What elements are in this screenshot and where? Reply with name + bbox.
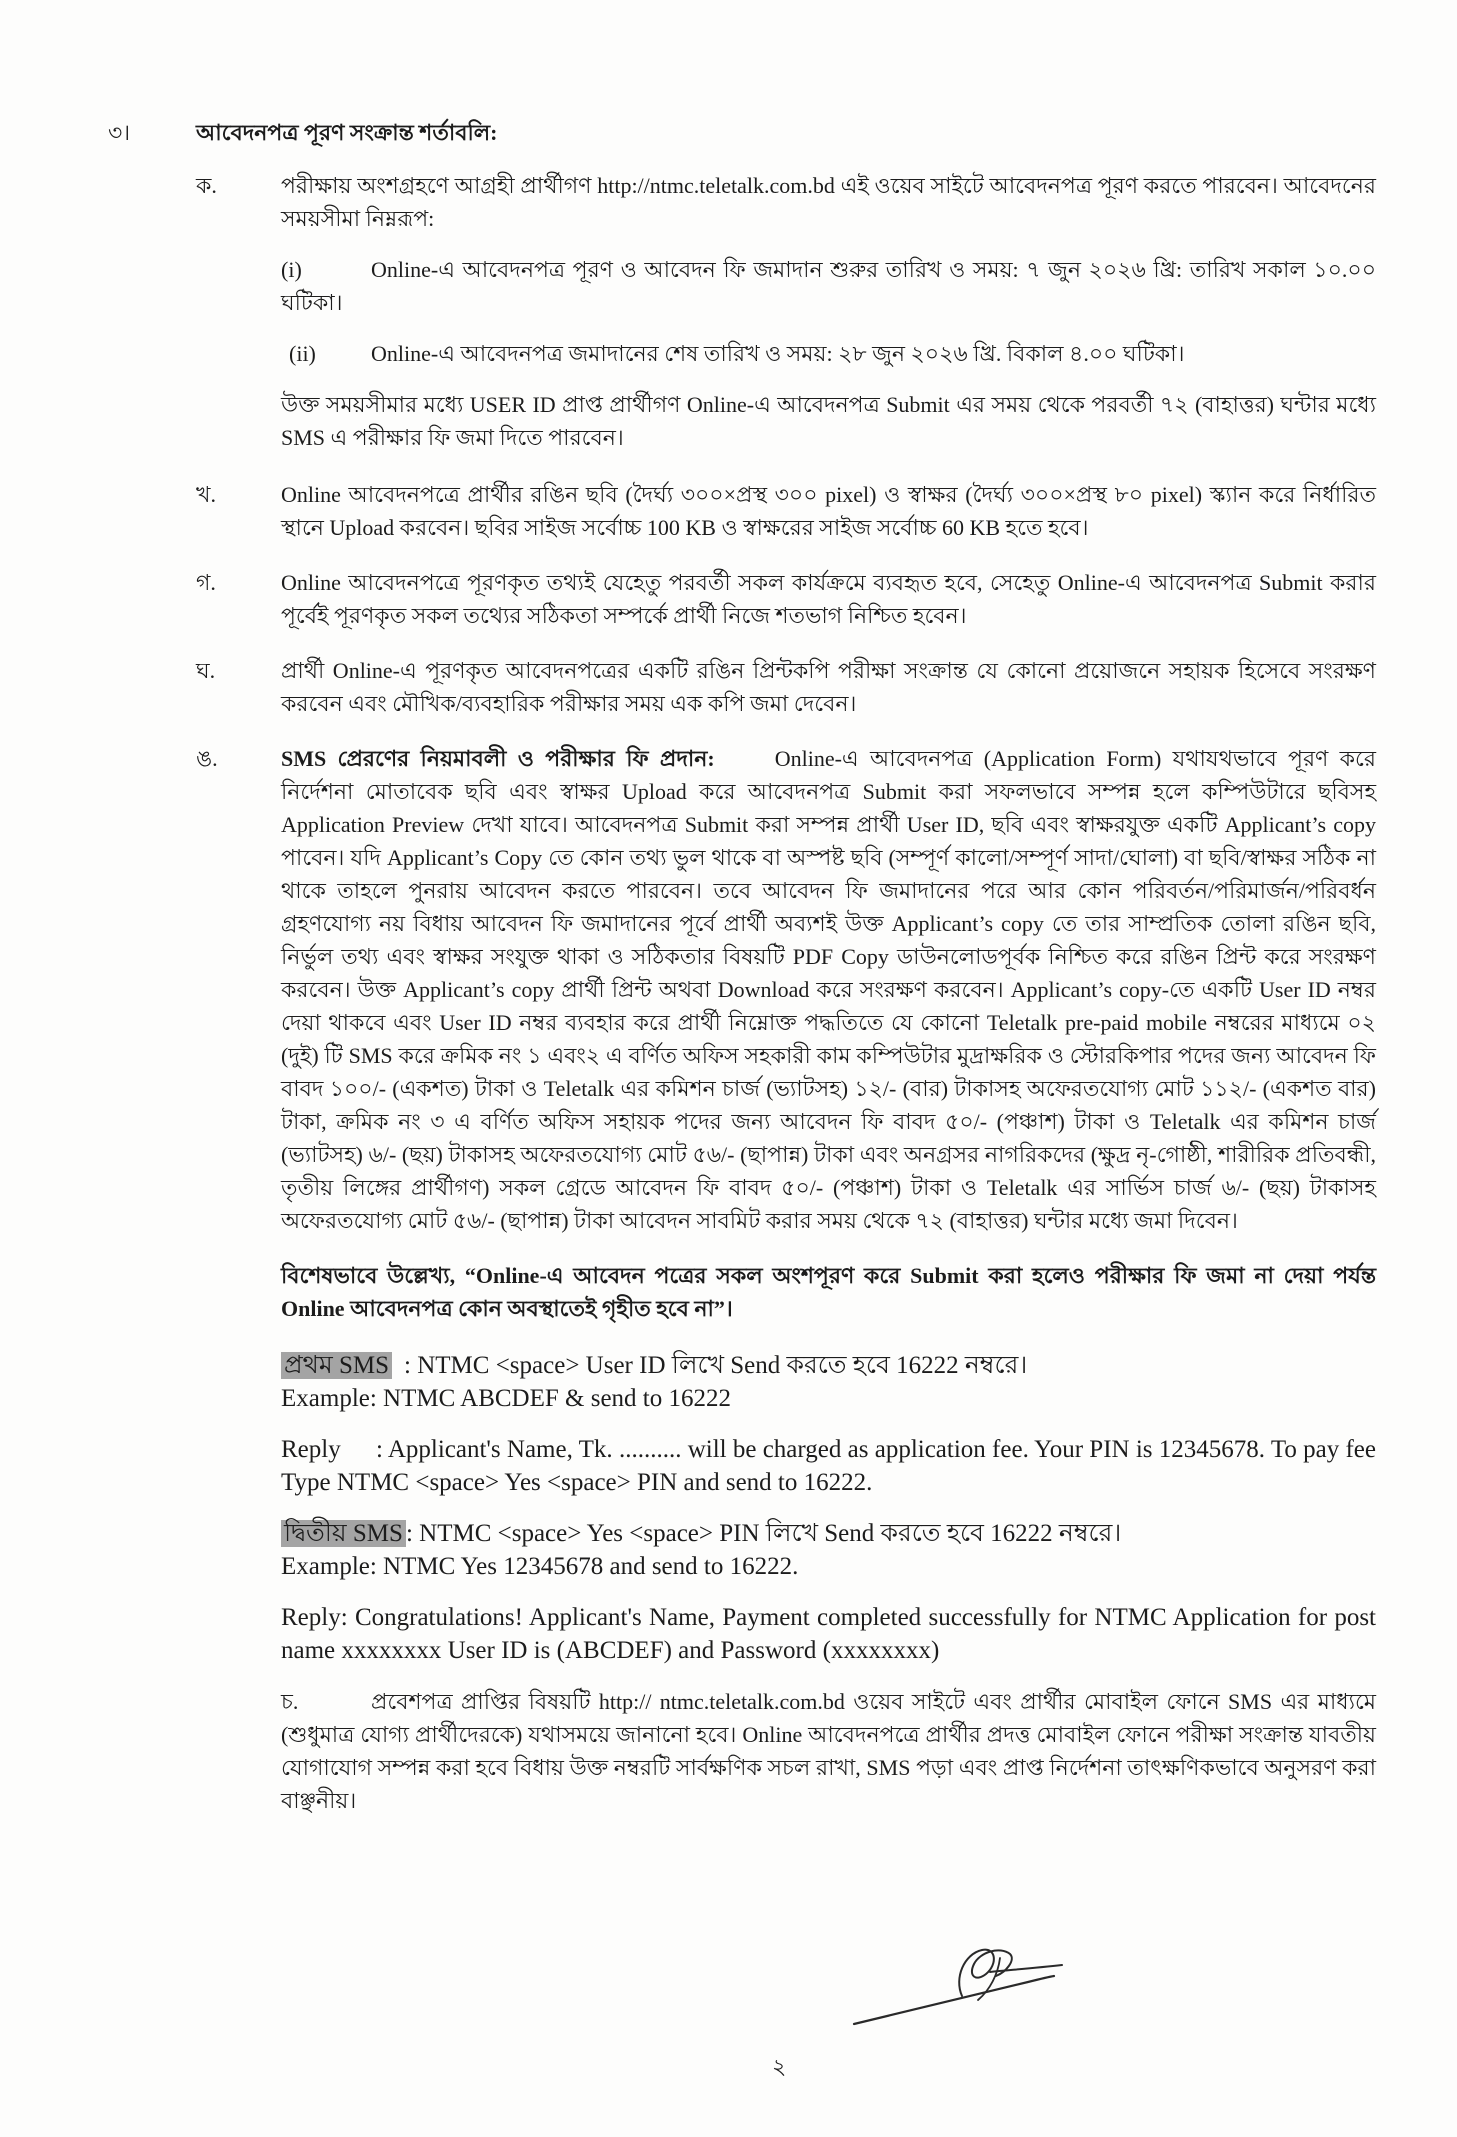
section-number: ৩। xyxy=(108,120,131,145)
clause-cha xyxy=(281,1685,1376,1817)
section-header xyxy=(108,116,1376,149)
clause-label: ক. xyxy=(196,173,217,198)
second-sms-example: Example: NTMC Yes 12345678 and send to 16222. xyxy=(281,1553,799,1580)
clause-text: Online আবেদনপত্রে পূরণকৃত তথ্যই যেহেতু পরবর্তী সকল কার্যক্রমে ব্যবহৃত হবে, সেহেতু Online-এ আবেদনপত্র Submit করার পূর্বেই পূরণকৃত সকল তথ্যের সঠিকতা সম্পর্কে প্রার্থী নিজে শতভাগ নিশ্চিত হবেন। xyxy=(281,570,1376,628)
clause-text: Online আবেদনপত্রে প্রার্থীর রঙিন ছবি (দৈর্ঘ্য ৩০০×প্রস্থ ৩০০ pixel) ও স্বাক্ষর (দৈর্ঘ্য ৩০০×প্রস্থ ৮০ pixel) স্ক্যান করে নির্ধারিত স্থানে Upload করবেন। ছবির সাইজ সর্বোচ্চ 100 KB ও স্বাক্ষরের সাইজ সর্বোচ্চ 60 KB হতে হবে। xyxy=(281,482,1376,540)
clause-ga xyxy=(196,566,1376,632)
section-heading: আবেদনপত্র পূরণ সংক্রান্ত শর্তাবলি: xyxy=(196,120,498,145)
clause-text: পরীক্ষায় অংশগ্রহণে আগ্রহী প্রার্থীগণ http://ntmc.teletalk.com.bd এই ওয়েব সাইটে আবেদনপত্র পূরণ করতে পারবেন। আবেদনের সময়সীমা নিম্নরূপ: xyxy=(281,173,1376,231)
fee-deadline-note: উক্ত সময়সীমার মধ্যে USER ID প্রাপ্ত প্রার্থীগণ Online-এ আবেদনপত্র Submit এর সময় থেকে পরবর্তী ৭২ (বাহাত্তর) ঘন্টার মধ্যে SMS এ পরীক্ষার ফি জমা দিতে পারবেন। xyxy=(281,392,1376,450)
schedule-end xyxy=(281,337,1376,370)
clause-gha xyxy=(196,654,1376,720)
first-sms-reply xyxy=(281,1433,1376,1499)
special-note: বিশেষভাবে উল্লেখ্য, “Online-এ আবেদন পত্রের সকল অংশপূরণ করে Submit করা হলেও পরীক্ষার ফি জমা না দেয়া পর্যন্ত Online আবেদনপত্র কোন অবস্থাতেই গৃহীত হবে না”। xyxy=(281,1263,1376,1321)
schedule-start xyxy=(281,253,1376,319)
clause-label: চ. xyxy=(281,1689,299,1714)
second-sms xyxy=(281,1517,1376,1583)
clause-ka xyxy=(196,169,1376,235)
reply-text: : Applicant's Name, Tk. .......... will be charged as application fee. Your PIN is 12345678. To pay fee Type NTMC <space> Yes <space> PIN and send to 16222. xyxy=(281,1436,1376,1496)
clause-body: Online-এ আবেদনপত্র (Application Form) যথাযথভাবে পূরণ করে নির্দেশনা মোতাবেক ছবি এবং স্বাক্ষর Upload করে আবেদনপত্র Submit করা সফলভাবে সম্পন্ন হলে কম্পিউটারে ছবিসহ Application Preview দেখা যাবে। আবেদনপত্র Submit করা সম্পন্ন প্রার্থী User ID, ছবি এবং স্বাক্ষরযুক্ত একটি Applicant’s copy পাবেন। যদি Applicant’s Copy তে কোন তথ্য ভুল থাকে বা অস্পষ্ট ছবি (সম্পূর্ণ কালো/সম্পূর্ণ সাদা/ঘোলা) বা ছবি/স্বাক্ষর সঠিক না থাকে তাহলে পুনরায় আবেদন করতে পারবেন। তবে আবেদন ফি জমাদানের পরে আর কোন পরিবর্তন/পরিমার্জন/পরিবর্ধন গ্রহণযোগ্য নয় বিধায় আবেদন ফি জমাদানের পূর্বে প্রার্থী অব্যশই উক্ত Applicant’s copy তে তার সাম্প্রতিক তোলা রঙিন ছবি, নির্ভুল তথ্য এবং স্বাক্ষর সংযুক্ত থাকা ও সঠিকতার বিষয়টি PDF Copy ডাউনলোডপূর্বক নিশ্চিত করে রঙিন প্রিন্ট করে সংরক্ষণ করবেন। উক্ত Applicant’s copy প্রার্থী প্রিন্ট অথবা Download করে সংরক্ষণ করবেন। Applicant’s copy-তে একটি User ID নম্বর দেয়া থাকবে এবং User ID নম্বর ব্যবহার করে প্রার্থী নিম্নোক্ত পদ্ধতিতে যে কোনো Teletalk pre-paid mobile নম্বরের মাধ্যমে ০২ (দুই) টি SMS করে ক্রমিক নং ১ এবং২ এ বর্ণিত অফিস সহকারী কাম কম্পিউটার মুদ্রাক্ষরিক ও স্টোরকিপার পদের জন্য আবেদন ফি বাবদ ১০০/- (একশত) টাকা ও Teletalk এর কমিশন চার্জ (ভ্যাটসহ) ১২/- (বার) টাকাসহ অফেরতযোগ্য মোট ১১২/- (একশত বার) টাকা, ক্রমিক নং ৩ এ বর্ণিত অফিস সহায়ক পদের জন্য আবেদন ফি বাবদ ৫০/- (পঞ্চাশ) টাকা ও Teletalk এর কমিশন চার্জ (ভ্যাটসহ) ৬/- (ছয়) টাকাসহ অফেরতযোগ্য মোট ৫৬/- (ছাপান্ন) টাকা এবং অনগ্রসর নাগরিকদের (ক্ষুদ্র নৃ-গোষ্ঠী, শারীরিক প্রতিবন্ধী, তৃতীয় লিঙ্গের প্রার্থীগণ) সকল গ্রেডে আবেদন ফি বাবদ ৫০/- (পঞ্চাশ) টাকা ও Teletalk এর সার্ভিস চার্জ ৬/- (ছয়) টাকাসহ অফেরতযোগ্য মোট ৫৬/- (ছাপান্ন) টাকা আবেদন সাবমিট করার সময় থেকে ৭২ (বাহাত্তর) ঘন্টার মধ্যে জমা দিবেন। xyxy=(281,746,1376,1233)
sub-text: Online-এ আবেদনপত্র জমাদানের শেষ তারিখ ও সময়: ২৮ জুন ২০২৬ খ্রি. বিকাল ৪.০০ ঘটিকা। xyxy=(371,341,1185,366)
sub-label: (i) xyxy=(281,257,302,282)
first-sms xyxy=(281,1349,1376,1415)
clause-lead: SMS প্রেরণের নিয়মাবলী ও পরীক্ষার ফি প্রদান: xyxy=(281,746,715,771)
second-sms-command: : NTMC <space> Yes <space> PIN লিখে Send করতে হবে 16222 নম্বরে। xyxy=(405,1520,1122,1547)
clause-label: ঘ. xyxy=(196,658,216,683)
clause-kha xyxy=(196,478,1376,544)
clause-label: খ. xyxy=(196,482,216,507)
second-sms-reply: Reply: Congratulations! Applicant's Name, Payment completed successfully for NTMC Application for post name xxxxxxxx User ID is (ABCDEF) and Password (xxxxxxxx) xyxy=(281,1604,1376,1664)
first-sms-instruction xyxy=(281,1349,1376,1382)
sub-label: (ii) xyxy=(289,341,316,366)
first-sms-example: Example: NTMC ABCDEF & send to 16222 xyxy=(281,1385,731,1412)
second-sms-instruction xyxy=(281,1517,1376,1550)
reply-label: Reply xyxy=(281,1436,341,1463)
first-sms-command: : NTMC <space> User ID লিখে Send করতে হবে 16222 নম্বরে। xyxy=(404,1352,1028,1379)
first-sms-label: প্রথম SMS xyxy=(281,1352,392,1379)
sms-instructions xyxy=(281,1349,1376,1667)
second-sms-label: দ্বিতীয় SMS xyxy=(281,1520,406,1547)
clause-label: গ. xyxy=(196,570,216,595)
clause-label: ঙ. xyxy=(196,746,218,771)
page-number: ২ xyxy=(772,2054,787,2079)
clause-text xyxy=(281,742,1376,1237)
signature-mark xyxy=(850,1938,1065,2028)
clause-text: প্রবেশপত্র প্রাপ্তির বিষয়টি http:// ntmc.teletalk.com.bd ওয়েব সাইটে এবং প্রার্থীর মোবাইল ফোনে SMS এর মাধ্যমে (শুধুমাত্র যোগ্য প্রার্থীদেরকে) যথাসময়ে জানানো হবে। Online আবেদনপত্রে প্রার্থীর প্রদত্ত মোবাইল ফোনে পরীক্ষা সংক্রান্ত যাবতীয় যোগাযোগ সম্পন্ন করা হবে বিধায় উক্ত নম্বরটি সার্বক্ষণিক সচল রাখা, SMS পড়া এবং প্রাপ্ত নির্দেশনা তাৎক্ষণিকভাবে অনুসরণ করা বাঞ্ছনীয়। xyxy=(281,1689,1376,1813)
clause-text: প্রার্থী Online-এ পূরণকৃত আবেদনপত্রের একটি রঙিন প্রিন্টকপি পরীক্ষা সংক্রান্ত যে কোনো প্রয়োজনে সহায়ক হিসেবে সংরক্ষণ করবেন এবং মৌখিক/ব্যবহারিক পরীক্ষার সময় এক কপি জমা দেবেন। xyxy=(281,658,1376,716)
clause-umo xyxy=(196,742,1376,1237)
sub-text: Online-এ আবেদনপত্র পূরণ ও আবেদন ফি জমাদান শুরুর তারিখ ও সময়: ৭ জুন ২০২৬ খ্রি: তারিখ সকাল ১০.০০ ঘটিকা। xyxy=(281,257,1376,315)
